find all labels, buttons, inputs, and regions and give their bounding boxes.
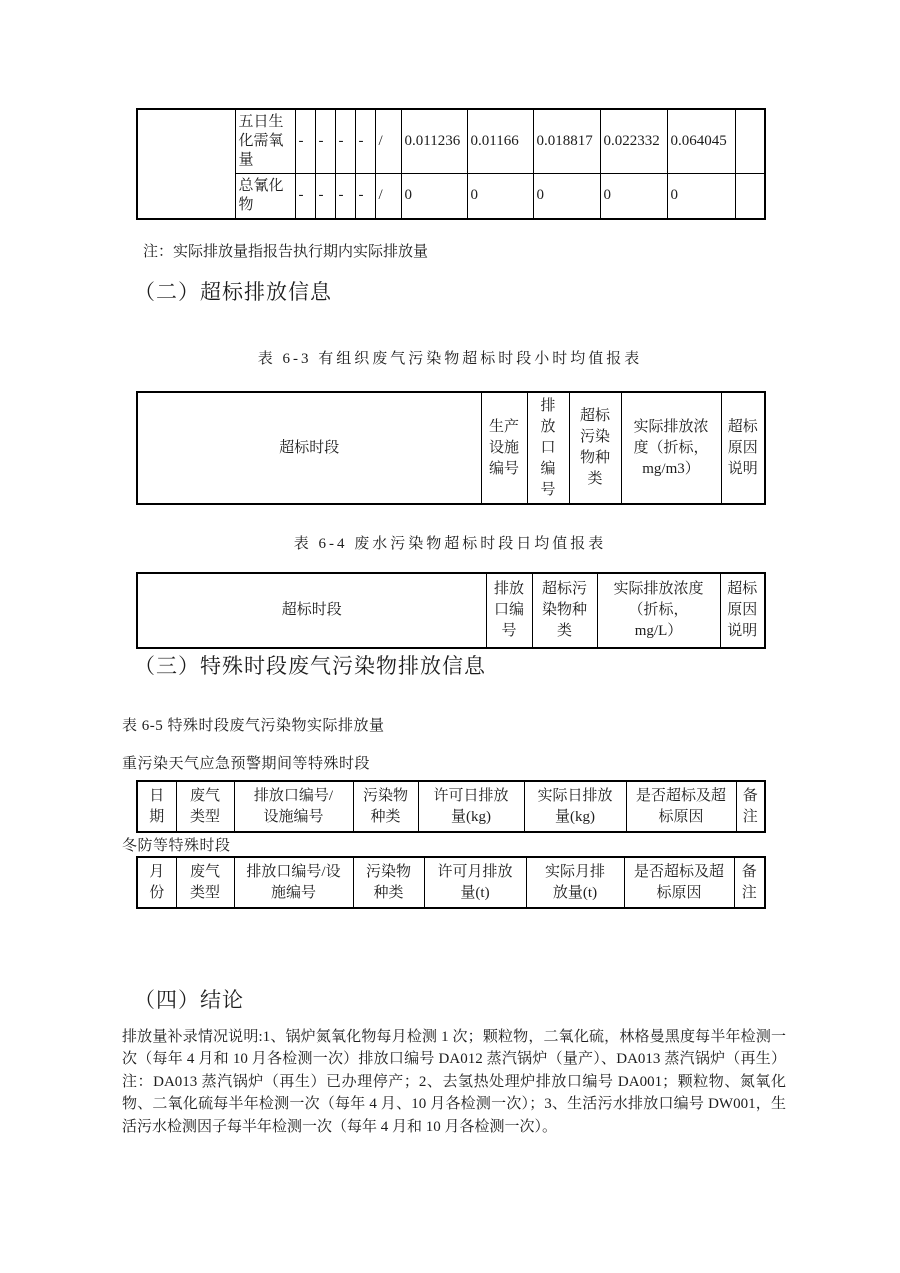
table-heavy-pollution-period bbox=[136, 780, 766, 833]
col-header: 超标原因说明 bbox=[720, 573, 765, 648]
header-row bbox=[137, 573, 765, 648]
col-header: 实际排放浓度（折标，mg/L） bbox=[597, 573, 720, 648]
table-winter-period bbox=[136, 856, 766, 909]
value-cell: 0.01166 bbox=[467, 109, 533, 173]
col-header: 超标时段 bbox=[137, 392, 481, 504]
dash-cell: - bbox=[315, 109, 335, 173]
col-header: 超标污染物种类 bbox=[569, 392, 621, 504]
dash-cell: - bbox=[355, 173, 375, 219]
empty-cell bbox=[735, 173, 765, 219]
header-row bbox=[137, 392, 765, 504]
value-cell: 0.018817 bbox=[533, 109, 600, 173]
table-6-4-caption: 表 6-4 废水污染物超标时段日均值报表 bbox=[293, 536, 607, 552]
section-heading-2: （二）超标排放信息 bbox=[134, 280, 332, 304]
dash-cell: - bbox=[335, 173, 355, 219]
col-header: 月份 bbox=[137, 857, 176, 908]
dash-cell: - bbox=[295, 173, 315, 219]
col-header: 排放口编号/设施编号 bbox=[234, 857, 353, 908]
value-cell: 0 bbox=[401, 173, 467, 219]
empty-cell bbox=[137, 109, 235, 219]
dash-cell: - bbox=[335, 109, 355, 173]
value-cell: 0 bbox=[533, 173, 600, 219]
empty-cell bbox=[735, 109, 765, 173]
section-heading-4: （四）结论 bbox=[134, 988, 244, 1012]
actual-emission-table bbox=[136, 108, 766, 220]
value-cell: 0 bbox=[467, 173, 533, 219]
col-header: 是否超标及超标原因 bbox=[626, 781, 736, 832]
header-row bbox=[137, 857, 765, 908]
section-heading-3: （三）特殊时段废气污染物排放信息 bbox=[134, 654, 486, 678]
value-cell: 0 bbox=[600, 173, 667, 219]
col-header: 备注 bbox=[734, 857, 765, 908]
col-header: 许可月排放量(t) bbox=[424, 857, 526, 908]
header-row bbox=[137, 781, 765, 832]
col-header: 实际排放浓度（折标，mg/m3） bbox=[621, 392, 721, 504]
heavy-pollution-period-label: 重污染天气应急预警期间等特殊时段 bbox=[122, 756, 371, 772]
col-header: 实际月排放量(t) bbox=[526, 857, 624, 908]
col-header: 排放口编号/设施编号 bbox=[234, 781, 353, 832]
dash-cell: - bbox=[315, 173, 335, 219]
table-6-3-exceedance-gas bbox=[136, 391, 766, 505]
col-header: 排放口编号 bbox=[527, 392, 569, 504]
col-header: 生产设施编号 bbox=[481, 392, 527, 504]
col-header: 超标时段 bbox=[137, 573, 486, 648]
table-6-4-exceedance-water bbox=[136, 572, 766, 649]
dash-cell: - bbox=[295, 109, 315, 173]
col-header: 污染物种类 bbox=[353, 781, 418, 832]
value-cell: 0.011236 bbox=[401, 109, 467, 173]
slash-cell: / bbox=[375, 109, 401, 173]
col-header: 污染物种类 bbox=[353, 857, 424, 908]
value-cell: 0 bbox=[667, 173, 735, 219]
table-row bbox=[137, 109, 765, 173]
footnote: 注：实际排放量指报告执行期内实际排放量 bbox=[143, 244, 429, 260]
pollutant-name-cell: 五日生化需氧量 bbox=[235, 109, 295, 173]
col-header: 超标污染物种类 bbox=[532, 573, 597, 648]
col-header: 超标原因说明 bbox=[721, 392, 765, 504]
value-cell: 0.022332 bbox=[600, 109, 667, 173]
pollutant-name-cell: 总氰化物 bbox=[235, 173, 295, 219]
col-header: 是否超标及超标原因 bbox=[624, 857, 734, 908]
winter-period-label: 冬防等特殊时段 bbox=[122, 838, 231, 854]
col-header: 日期 bbox=[137, 781, 176, 832]
dash-cell: - bbox=[355, 109, 375, 173]
col-header: 废气类型 bbox=[176, 857, 234, 908]
slash-cell: / bbox=[375, 173, 401, 219]
conclusion-paragraph: 排放量补录情况说明:1、锅炉氮氧化物每月检测 1 次；颗粒物，二氧化硫，林格曼黑度每半年检测一次（每年 4 月和 10 月各检测一次）排放口编号 DA012 蒸汽锅炉（量产）、DA013 蒸汽锅炉（再生）注：DA013 蒸汽锅炉（再生）已办理停产；2、去氢热处理炉排放口编号 DA001；颗粒物、氮氧化物、二氧化硫每半年检测一次（每年 4 月、10 月各检测一次）；3、生活污水排放口编号 DW001，生活污水检测因子每半年检测一次（每年 4 月和 10 月各检测一次）。 bbox=[122, 1029, 786, 1135]
table-6-5-caption: 表 6-5 特殊时段废气污染物实际排放量 bbox=[122, 718, 385, 734]
table-6-3-caption: 表 6-3 有组织废气污染物超标时段小时均值报表 bbox=[257, 351, 643, 367]
col-header: 许可日排放量(kg) bbox=[418, 781, 524, 832]
col-header: 废气类型 bbox=[176, 781, 234, 832]
col-header: 备注 bbox=[736, 781, 765, 832]
col-header: 排放口编号 bbox=[486, 573, 532, 648]
col-header: 实际日排放量(kg) bbox=[524, 781, 626, 832]
value-cell: 0.064045 bbox=[667, 109, 735, 173]
